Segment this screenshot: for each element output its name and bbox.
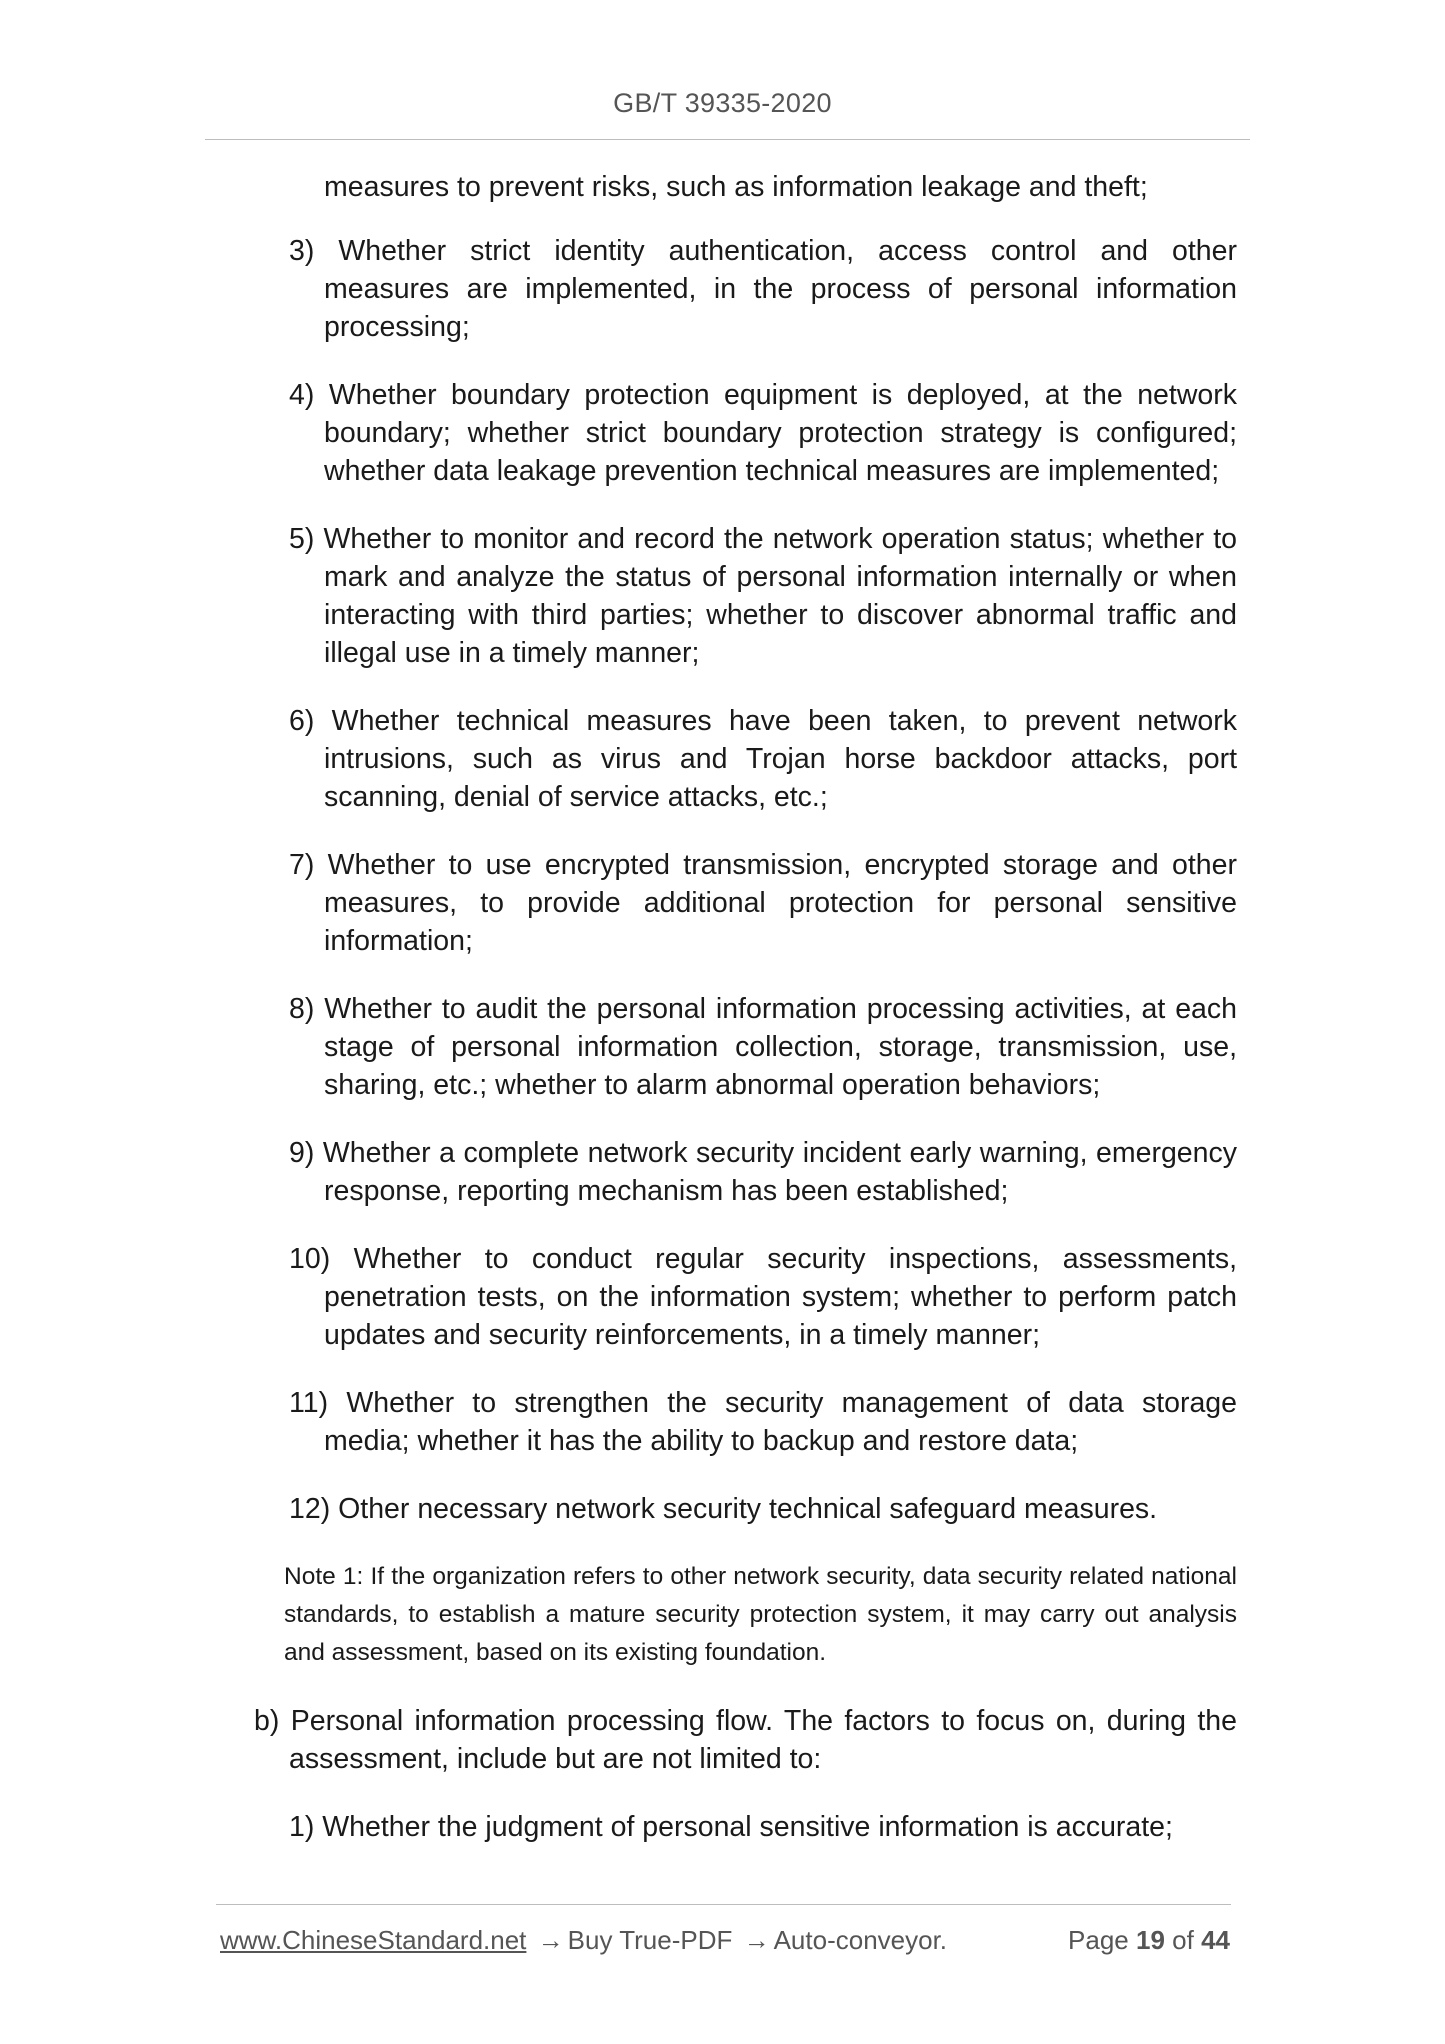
website-link[interactable]: www.ChineseStandard.net — [220, 1925, 527, 1955]
item-text: Other necessary network security technical safeguard measures. — [338, 1493, 1158, 1525]
item-text: Whether to strengthen the security management of data storage media; whether it has the ability to backup and restore data; — [324, 1387, 1238, 1457]
item-text: Whether boundary protection equipment is deployed, at the network boundary; whether strict boundary protection strategy is configured; whether data leakage prevention technical measures are implemented; — [324, 379, 1237, 487]
list-item-4 — [289, 376, 1237, 490]
item-text: Whether to use encrypted transmission, encrypted storage and other measures, to provide additional protection for personal sensitive information; — [324, 849, 1237, 957]
document-code: GB/T 39335-2020 — [613, 88, 832, 118]
footer-promo — [220, 1925, 947, 1956]
item-text: Whether a complete network security incident early warning, emergency response, reporting mechanism has been established; — [322, 1137, 1237, 1207]
page-body — [0, 168, 1445, 1876]
right-arrow-icon: → — [537, 1925, 564, 1955]
page-of-label: of — [1172, 1925, 1194, 1955]
item-label: 9) — [289, 1137, 315, 1169]
list-item-11 — [289, 1384, 1237, 1460]
item-text: Whether to conduct regular security inspections, assessments, penetration tests, on the information system; whether to perform patch updates and security reinforcements, in a timely manner; — [324, 1243, 1238, 1351]
page-label: Page — [1068, 1925, 1129, 1955]
item-text: Whether to monitor and record the network operation status; whether to mark and analyze the status of personal information internally or when interacting with third parties; whether to discover abnormal traffic and illegal use in a timely manner; — [323, 523, 1237, 669]
list-item-8 — [289, 990, 1237, 1104]
item-label: 4) — [289, 379, 315, 411]
item-text: Whether technical measures have been taken, to prevent network intrusions, such as virus and Trojan horse backdoor attacks, port scanning, denial of service attacks, etc.; — [324, 705, 1237, 813]
item-text: Whether strict identity authentication, access control and other measures are implemented, in the process of personal information processing; — [324, 235, 1237, 343]
right-arrow-icon: → — [743, 1925, 770, 1955]
item-label: 1) — [289, 1811, 315, 1843]
header-divider — [205, 139, 1250, 140]
list-item-b — [254, 1702, 1237, 1778]
item-label: 6) — [289, 705, 315, 737]
list-item-6 — [289, 702, 1237, 816]
list-item-b-1 — [289, 1808, 1237, 1846]
item-label: 11) — [289, 1387, 329, 1419]
note-1: Note 1: If the organization refers to other network security, data security related national standards, to establish a mature security protection system, it may carry out analysis and assessment, based on its existing foundation. — [284, 1563, 1237, 1666]
item-label: 3) — [289, 235, 315, 267]
buy-pdf-text: Buy True-PDF — [567, 1925, 733, 1955]
list-item-5 — [289, 520, 1237, 672]
item-label: 5) — [289, 523, 315, 555]
item-text: Whether the judgment of personal sensitive information is accurate; — [322, 1811, 1173, 1843]
footer-divider — [216, 1904, 1231, 1905]
list-item-12 — [289, 1490, 1237, 1528]
item-label: b) — [254, 1705, 280, 1737]
list-item-7 — [289, 846, 1237, 960]
item-label: 7) — [289, 849, 315, 881]
item-label: 12) — [289, 1493, 331, 1525]
current-page: 19 — [1136, 1925, 1165, 1955]
item-text: Personal information processing flow. The factors to focus on, during the assessment, include but are not limited to: — [289, 1705, 1237, 1775]
auto-conveyor-text: Auto-conveyor. — [773, 1925, 948, 1955]
item-label: 10) — [289, 1243, 331, 1275]
continuation-text: measures to prevent risks, such as information leakage and theft; — [324, 171, 1148, 203]
total-pages: 44 — [1201, 1925, 1230, 1955]
page-indicator — [1068, 1925, 1230, 1956]
list-item-9 — [289, 1134, 1237, 1210]
list-item-3 — [289, 232, 1237, 346]
item-label: 8) — [289, 993, 315, 1025]
list-item-10 — [289, 1240, 1237, 1354]
item-text: Whether to audit the personal information processing activities, at each stage of personal information collection, storage, transmission, use, sharing, etc.; whether to alarm abnormal operation behaviors; — [324, 993, 1237, 1101]
